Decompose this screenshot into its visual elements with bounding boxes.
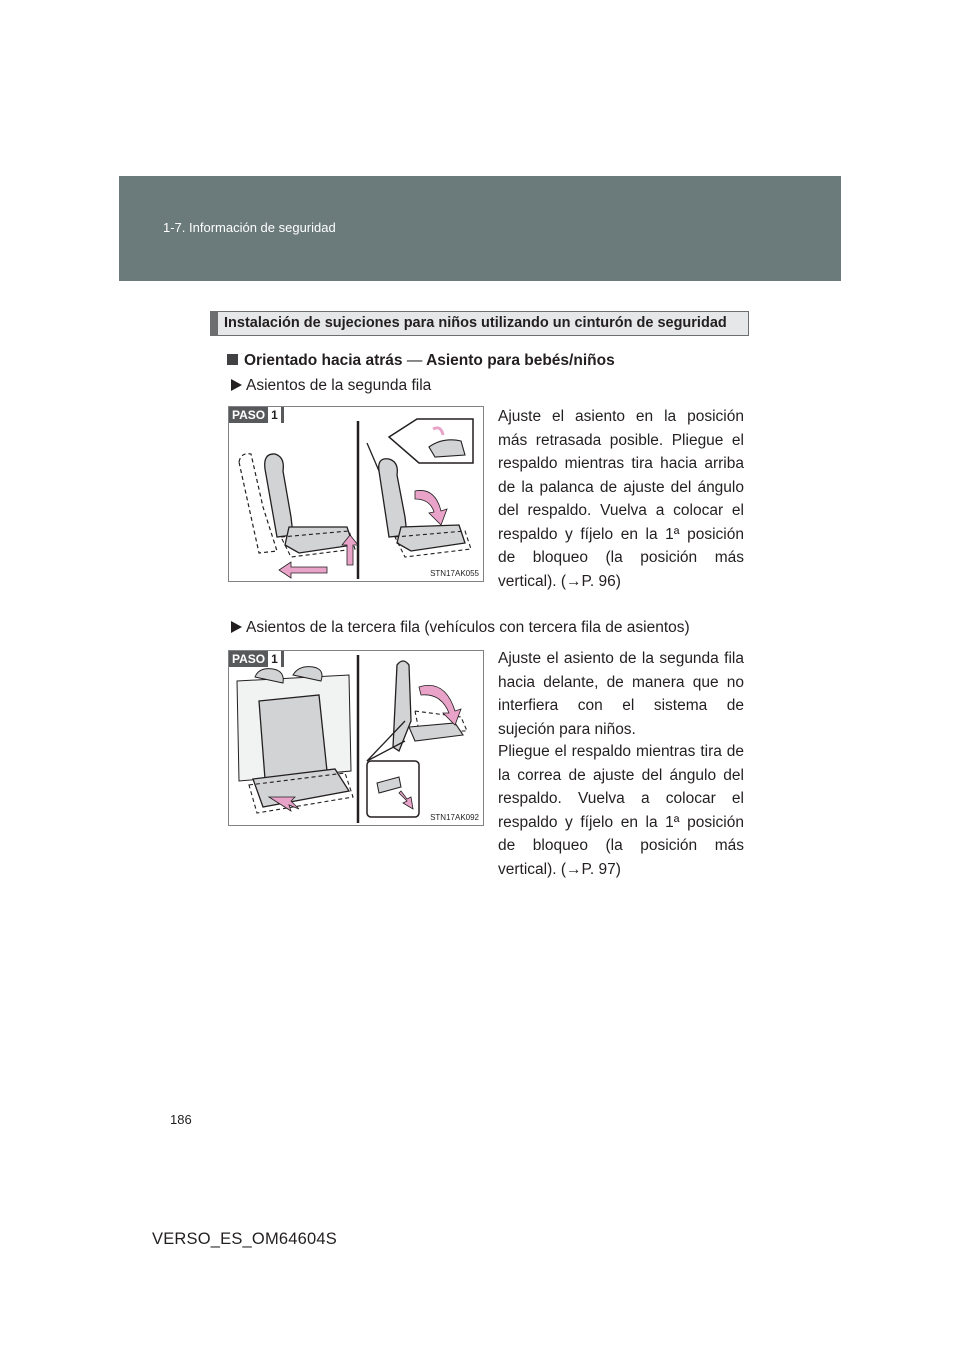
heading-part2: Asiento para bebés/niños bbox=[426, 352, 615, 369]
heading-part1: Orientado hacia atrás bbox=[244, 352, 403, 369]
seat-illustration bbox=[229, 651, 484, 826]
square-bullet-icon bbox=[227, 354, 238, 365]
bullet-third-row bbox=[231, 619, 690, 637]
figure-code: STN17AK055 bbox=[430, 569, 479, 578]
figure-third-row bbox=[228, 650, 484, 826]
step-badge: PASO 1 bbox=[229, 407, 284, 423]
page-number: 186 bbox=[170, 1112, 192, 1127]
heading-dash: — bbox=[406, 352, 423, 369]
section-label: 1-7. Información de seguridad bbox=[163, 220, 336, 235]
header-band bbox=[119, 176, 841, 281]
figure-code: STN17AK092 bbox=[430, 813, 479, 822]
box-title: Instalación de sujeciones para niños utilizando un cinturón de seguridad bbox=[210, 311, 749, 336]
seat-illustration bbox=[229, 407, 484, 582]
triangle-bullet-icon bbox=[231, 379, 242, 391]
third-row-instructions-1: Ajuste el asiento de la segunda fila hacia delante, de manera que no interfiera con el sistema de sujeción para niños. bbox=[498, 650, 744, 738]
step-badge: PASO 1 bbox=[229, 651, 284, 667]
third-row-instructions-2: Pliegue el respaldo mientras tira de la correa de ajuste del ángulo del respaldo. Vuelva a colocar el respaldo y fíjelo en la 1ª posición de bloqueo (la posición más vertical). (→P. 97) bbox=[498, 743, 744, 878]
second-row-instructions: Ajuste el asiento en la posición más retrasada posible. Pliegue el respaldo mientras tira hacia arriba de la palanca de ajuste del ángulo del respaldo. Vuelva a colocar el respaldo y fíjelo en la 1ª posición de bloqueo (la posición más vertical). (→P. 96) bbox=[498, 408, 744, 590]
figure-second-row bbox=[228, 406, 484, 582]
third-row-label: Asientos de la tercera fila (vehículos con tercera fila de asientos) bbox=[246, 619, 690, 636]
document-code: VERSO_ES_OM64604S bbox=[152, 1230, 337, 1248]
subsection-heading bbox=[227, 352, 615, 370]
bullet-second-row bbox=[231, 377, 431, 395]
triangle-bullet-icon bbox=[231, 621, 242, 633]
second-row-label: Asientos de la segunda fila bbox=[246, 377, 432, 394]
